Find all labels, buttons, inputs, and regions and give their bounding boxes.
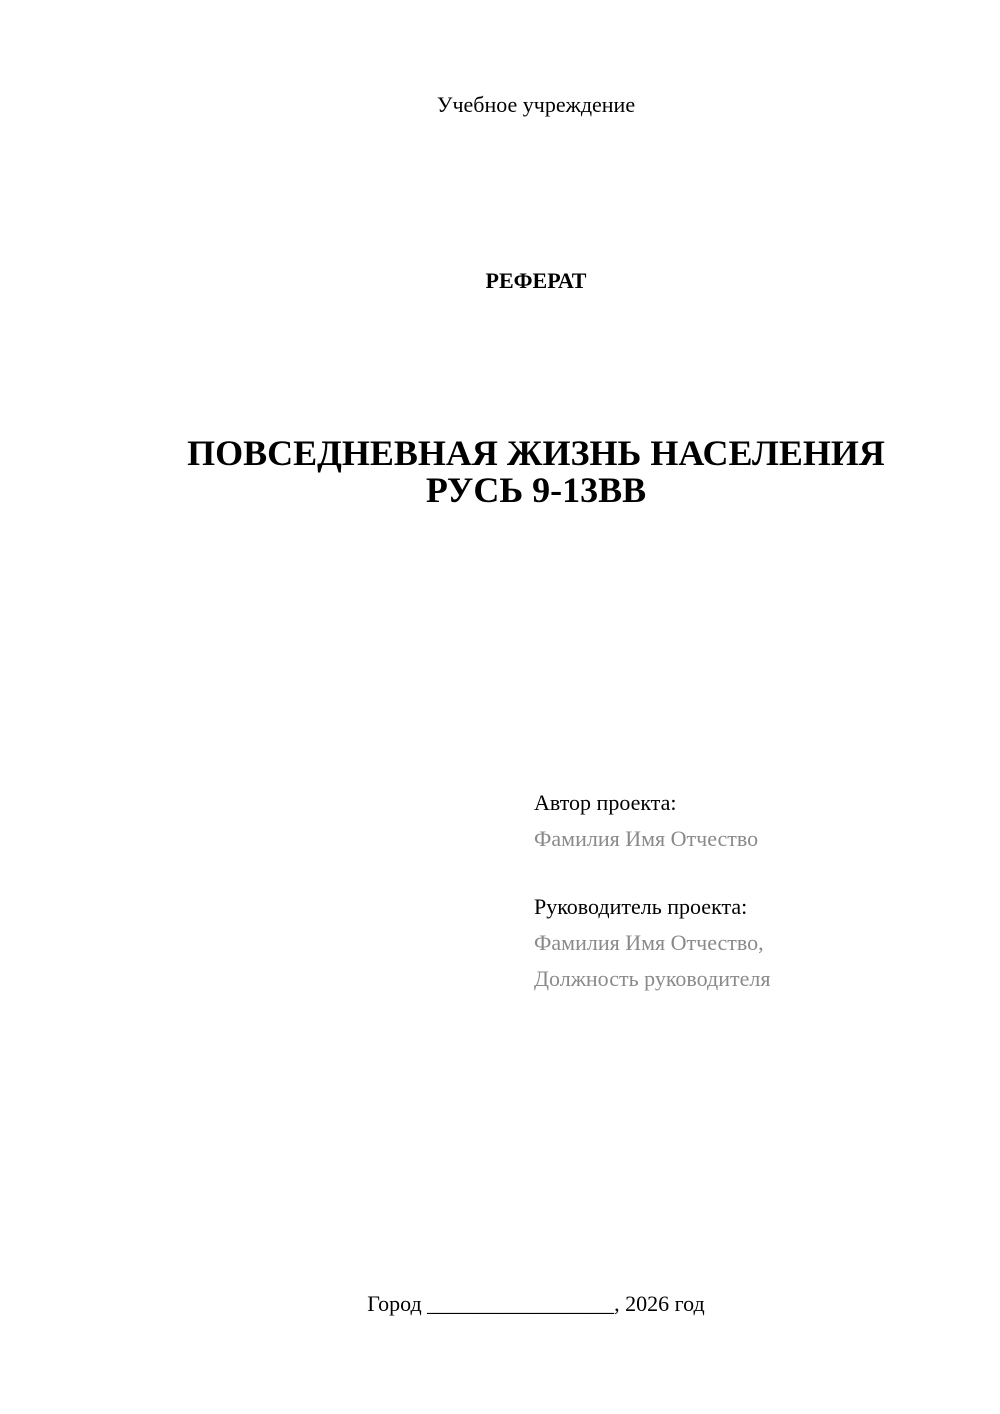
info-spacer xyxy=(534,860,974,892)
city-year-line: Город _________________, 2026 год xyxy=(367,1291,705,1316)
supervisor-name: Фамилия Имя Отчество, xyxy=(534,930,764,955)
title-line-2: РУСЬ 9-13ВВ xyxy=(425,470,647,510)
institution-name: Учебное учреждение xyxy=(436,92,636,117)
author-label: Автор проекта: xyxy=(534,790,677,815)
title-line-1: ПОВСЕДНЕВНАЯ ЖИЗНЬ НАСЕЛЕНИЯ xyxy=(187,433,885,473)
supervisor-position: Должность руководителя xyxy=(534,966,771,991)
document-title xyxy=(100,435,972,509)
author-name: Фамилия Имя Отчество xyxy=(534,826,759,851)
document-type: РЕФЕРАТ xyxy=(485,268,587,293)
supervisor-label: Руководитель проекта: xyxy=(534,894,748,919)
project-info xyxy=(534,788,974,1000)
